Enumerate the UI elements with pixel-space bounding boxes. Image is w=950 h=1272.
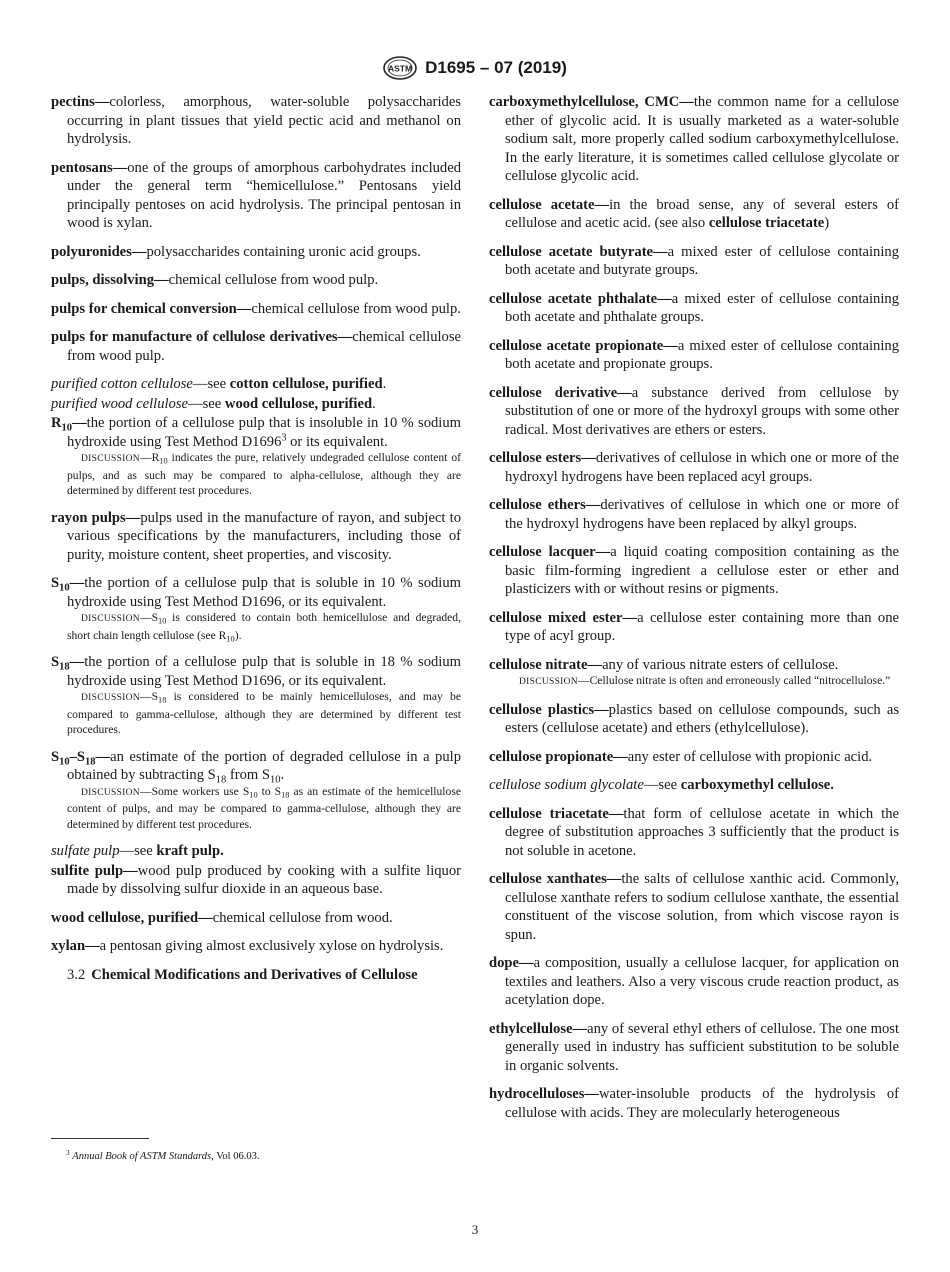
entry-cellulose-esters: cellulose esters—derivatives of cellulose in which one or more of the hydroxyl hydrogens have been replaced acyl groups. (489, 450, 899, 485)
entry-cellulose-acetate-phthalate: cellulose acetate phthalate—a mixed ester of cellulose containing both acetate and phthalate groups. (489, 290, 900, 325)
entry-pulps-dissolving: pulps, dissolving—chemical cellulose from wood pulp. (51, 272, 379, 288)
entry-purified-cotton-cellulose: purified cotton cellulose—see cotton cellulose, purified. (51, 376, 387, 392)
entry-polyuronides: polyuronides—polysaccharides containing uronic acid groups. (51, 243, 421, 260)
entry-cellulose-triacetate: cellulose triacetate—that form of cellulose acetate in which the degree of substitution approaches 3 sufficiently that the product is not soluble in acetone. (489, 805, 899, 859)
right-column (489, 93, 899, 1132)
discussion-s18: $DISCUSSION—S_{18}$ is considered to be mainly hemicelluloses, and may be compared to gamma-cellulose, although they are determined by different test procedures. (67, 690, 461, 736)
entry-s10: $S_{10}—the$ portion of a cellulose pulp that is soluble in 10 % sodium hydroxide using Test Method D1696, or its equivalent. (51, 575, 461, 610)
entry-hydrocelluloses: hydrocelluloses—water-insoluble products of the hydrolysis of cellulose with acids. They are molecularly heterogeneous (489, 1086, 899, 1121)
footnote: $^3$ Annual Book of ASTM Standards, Vol 06.03. (66, 1147, 260, 1162)
section-heading-3-2: 3.2 Chemical Modifications and Derivatives of Cellulose (67, 966, 418, 983)
entry-s18: $S_{18}—the$ portion of a cellulose pulp that is soluble in 18 % sodium hydroxide using Test Method D1696, or its equivalent. (51, 654, 461, 689)
entry-cellulose-lacquer: cellulose lacquer—a liquid coating composition containing as the basic film-forming ingredient a cellulose ester or ether and plasticizers with or without resins or pigments. (489, 544, 900, 597)
entry-sulfite-pulp: sulfite pulp—wood pulp produced by cooking with a sulfite liquor made by dissolving sulfur dioxide in an aqueous base. (51, 862, 461, 897)
entry-cellulose-nitrate: cellulose nitrate—any of various nitrate esters of cellulose. (489, 656, 839, 673)
discussion-r10: $DISCUSSION—R_{10}$ indicates the pure, relatively undegraded cellulose content of pulps, and as such may be compared to alpha-cellulose, although they are determined by different test procedures. (67, 451, 461, 497)
entry-pulps-chemical-conversion: pulps for chemical conversion—chemical cellulose from wood pulp. (51, 300, 461, 317)
discussion-s10-s18: DISCUSSION—Some workers use $S_{10}$ to $S_{18}$ as an estimate of the hemicellulose content of pulps, and may be compared to gamma-cellulose, although they are determined by different test procedures. (67, 784, 461, 831)
entry-sulfate-pulp: sulfate pulp—see kraft pulp. (51, 843, 224, 859)
entry-dope: dope—a composition, usually a cellulose lacquer, for application on textiles and leathers. Also a very viscous crude reaction product, as acetylation dope. (489, 955, 899, 1008)
discussion-cellulose-nitrate: DISCUSSION—Cellulose nitrate is often and erroneously called “nitrocellulose.” (519, 674, 891, 687)
page-header (0, 56, 950, 80)
entry-pectins: pectins—colorless, amorphous, water-soluble polysaccharides occurring in plant tissues that yield pectic acid and methanol on hydrolysis. (51, 94, 461, 147)
footnote-divider (51, 1138, 149, 1139)
left-column (51, 93, 461, 984)
entry-cellulose-xanthates: cellulose xanthates—the salts of cellulose xanthic acid. Commonly, cellulose xanthate refers to sodium cellulose xanthate, the essential constituent of the viscose solution, from which viscose rayon is spun. (489, 871, 899, 943)
document-designation: D1695 – 07 (2019) (425, 57, 567, 77)
entry-r10: $R_{10}—the$ portion of a cellulose pulp that is insoluble in 10 % sodium hydroxide using Test Method D1696$^3$ or its equivalent. (51, 415, 461, 450)
entry-xylan: xylan—a pentosan giving almost exclusively xylose on hydrolysis. (51, 938, 444, 954)
entry-cellulose-acetate-propionate: cellulose acetate propionate—a mixed ester of cellulose containing both acetate and propionate groups. (489, 337, 900, 372)
entry-wood-cellulose-purified: wood cellulose, purified—chemical cellulose from wood. (51, 909, 393, 926)
entry-cellulose-acetate: cellulose acetate—in the broad sense, any of several esters of cellulose and acetic acid. (see also cellulose triacetate) (489, 196, 899, 231)
entry-cellulose-ethers: cellulose ethers—derivatives of cellulose in which one or more of the hydroxyl hydrogens have been replaced by alkyl groups. (489, 497, 899, 532)
entry-s10-s18: $S_{10}-S_{18}—an$ estimate of the portion of degraded cellulose in a pulp obtained by subtracting $S_{18}$ from $S_{10}$. (51, 748, 461, 786)
astm-logo-icon (383, 56, 417, 80)
entry-purified-wood-cellulose: purified wood cellulose—see wood cellulose, purified. (51, 395, 376, 412)
entry-cellulose-plastics: cellulose plastics—plastics based on cellulose compounds, such as esters (cellulose acetate) and ethers (ethylcellulose). (489, 701, 899, 736)
entry-pulps-cellulose-derivatives: pulps for manufacture of cellulose derivatives—chemical cellulose from wood pulp. (51, 329, 462, 364)
page-number: 3 (471, 1222, 479, 1237)
entry-cellulose-derivative: cellulose derivative—a substance derived from cellulose by substitution of one or more of the hydroxyl groups with some other radical. Most derivatives are ethers or esters. (489, 384, 900, 438)
entry-cellulose-propionate: cellulose propionate—any ester of cellulose with propionic acid. (489, 748, 873, 765)
entry-pentosans: pentosans—one of the groups of amorphous carbohydrates included under the general term “hemicellulose.” Pentosans yield principally pentoses on acid hydrolysis. The principal pentosan in wood is xylan. (51, 159, 461, 231)
entry-cellulose-acetate-butyrate: cellulose acetate butyrate—a mixed ester of cellulose containing both acetate and butyrate groups. (489, 243, 899, 278)
entry-ethylcellulose: ethylcellulose—any of several ethyl ethers of cellulose. The one most generally used in industry has sufficient substitution to be soluble in organic solvents. (489, 1020, 899, 1074)
entry-cellulose-mixed-ester: cellulose mixed ester—a cellulose ester containing more than one type of acyl group. (489, 609, 900, 644)
discussion-s10: $DISCUSSION—S_{10}$ is considered to contain both hemicellulose and degraded, short chain length cellulose (see $R_{10}$). (67, 611, 461, 644)
entry-rayon-pulps: rayon pulps—pulps used in the manufacture of rayon, and subject to various specifications by the manufacturers, including those of purity, moisture content, sheet properties, and viscosity. (51, 509, 461, 563)
entry-cmc: carboxymethylcellulose, CMC—the common name for a cellulose ether of glycolic acid. It is usually marketed as a water-soluble sodium salt, more properly called sodium carboxymethylcellulose. In the early literature, it is sometimes called cellulose glycolate or cellulose glycolic acid. (489, 94, 899, 184)
entry-cellulose-sodium-glycolate: cellulose sodium glycolate—see carboxymethyl cellulose. (489, 777, 834, 793)
logo-text: ASTM (388, 63, 413, 74)
